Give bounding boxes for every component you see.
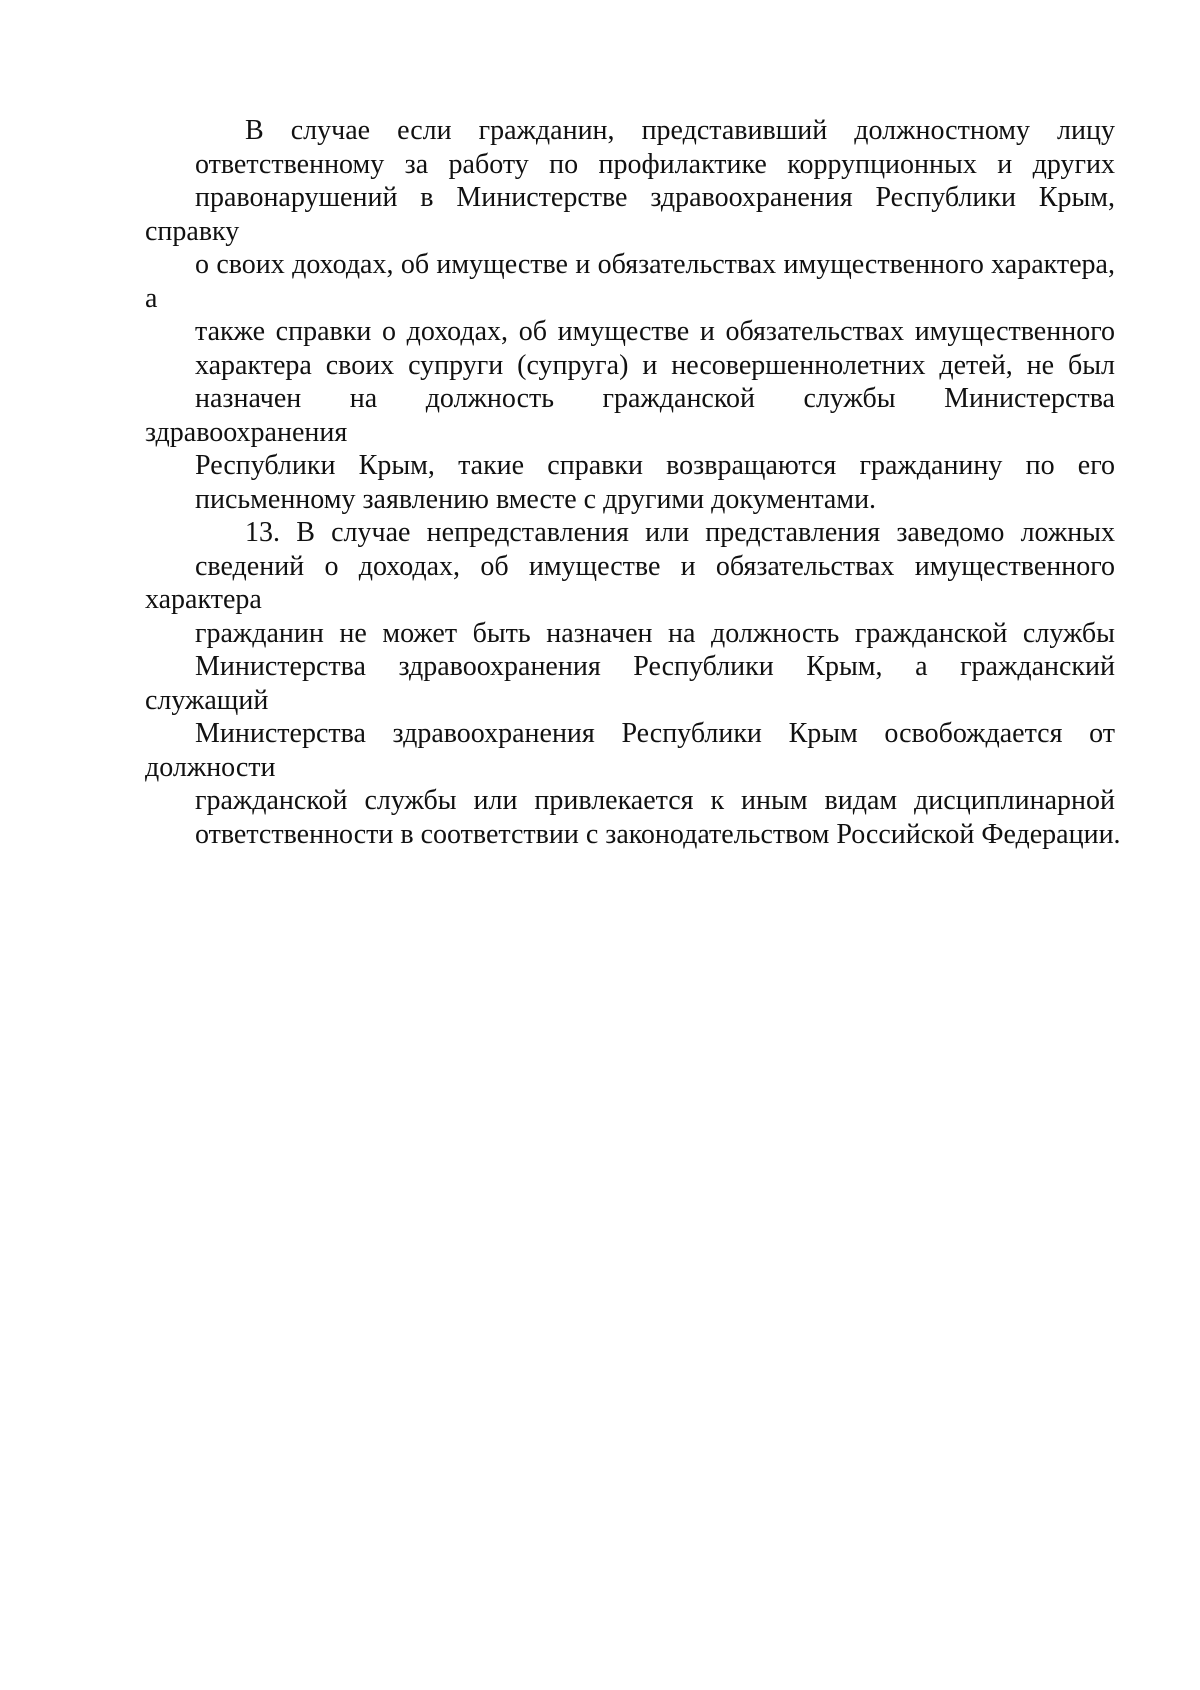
text-line: Министерства здравоохранения Республики Крым, а гражданский служащий [145, 651, 1115, 716]
text-line: гражданской службы или привлекается к иным видам дисциплинарной [195, 785, 1115, 816]
text-line: ответственному за работу по профилактике коррупционных и других [195, 148, 1115, 180]
text-line: также справки о доходах, об имуществе и обязательствах имущественного [195, 316, 1115, 347]
document-body [145, 114, 1121, 851]
text-line: характера своих супруги (супруга) и несовершеннолетних детей, не был [195, 349, 1115, 381]
text-line: В случае если гражданин, представивший должностному лицу [245, 115, 1115, 146]
text-line: сведений о доходах, об имуществе и обязательствах имущественного характера [145, 550, 1115, 615]
text-line: назначен на должность гражданской службы Министерства здравоохранения [145, 383, 1115, 448]
text-line: Республики Крым, такие справки возвращаются гражданину по его [195, 450, 1115, 481]
text-line: о своих доходах, об имуществе и обязательствах имущественного характера, а [145, 249, 1115, 314]
text-line: правонарушений в Министерстве здравоохранения Республики Крым, справку [145, 182, 1115, 247]
paragraph-returned-declarations [145, 114, 1115, 516]
text-line: ответственности в соответствии с законодательством Российской Федерации. [195, 818, 1121, 850]
text-line: Министерства здравоохранения Республики Крым освобождается от должности [145, 718, 1115, 783]
paragraph-item-13 [145, 516, 1121, 851]
text-line: письменному заявлению вместе с другими документами. [195, 483, 877, 515]
text-line: гражданин не может быть назначен на должность гражданской службы [195, 617, 1115, 649]
text-line: 13. В случае непредставления или представления заведомо ложных [245, 517, 1115, 548]
